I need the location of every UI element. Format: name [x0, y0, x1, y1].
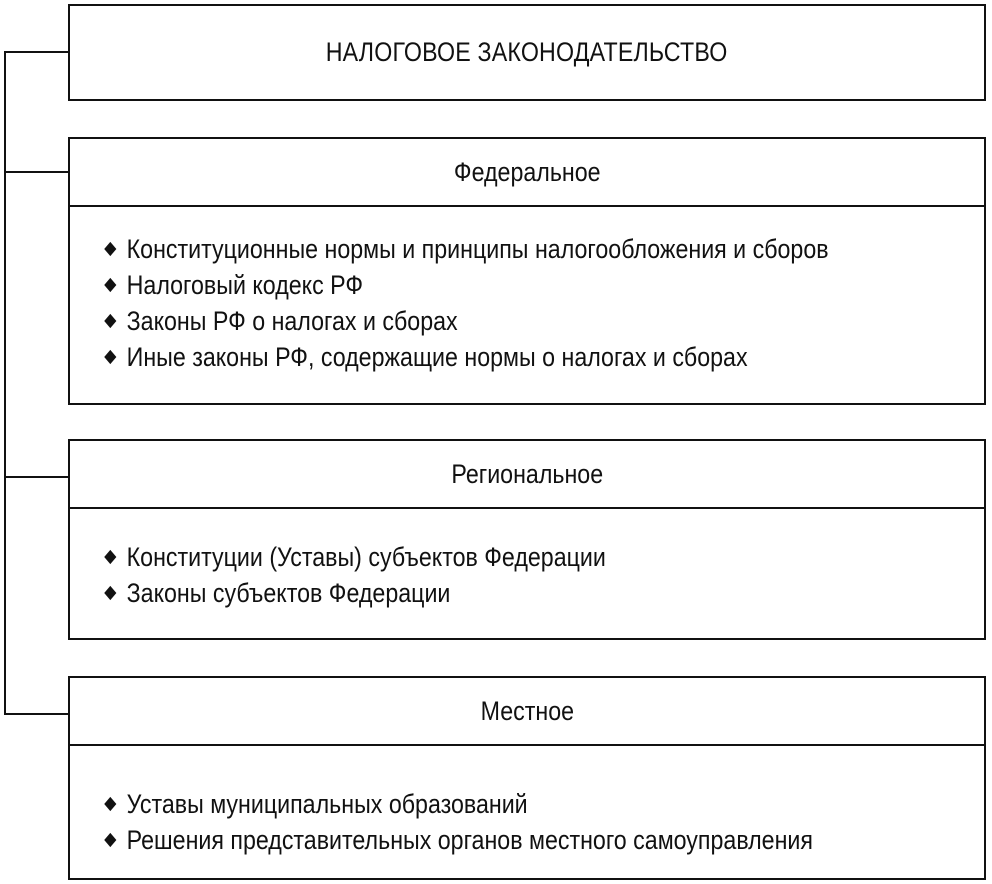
- connector-to-regional: [4, 476, 68, 478]
- list-item: [106, 539, 861, 575]
- local-items-list: [70, 746, 984, 858]
- regional-section-box: [68, 439, 986, 640]
- list-item-text: Законы субъектов Федерации: [126, 578, 451, 608]
- federal-section-box: [68, 137, 986, 405]
- list-item: [106, 231, 861, 267]
- local-section-heading: Местное: [480, 695, 574, 726]
- diamond-bullet-icon: [104, 797, 116, 811]
- list-item-text: Конституции (Уставы) субъектов Федерации: [126, 542, 606, 572]
- connector-to-federal: [4, 171, 68, 173]
- list-item-text: Иные законы РФ, содержащие нормы о налогах и сборах: [126, 342, 748, 372]
- diamond-bullet-icon: [104, 278, 116, 292]
- regional-items-list: [70, 509, 984, 611]
- federal-items-list: [70, 207, 984, 375]
- list-item-text: Уставы муниципальных образований: [126, 789, 528, 819]
- list-item: [106, 339, 861, 375]
- diamond-bullet-icon: [104, 242, 116, 256]
- regional-section-heading: Региональное: [451, 458, 603, 489]
- federal-section-header: [70, 139, 984, 207]
- list-item-text: Налоговый кодекс РФ: [126, 270, 364, 300]
- list-item: [106, 267, 861, 303]
- diamond-bullet-icon: [104, 350, 116, 364]
- regional-section-header: [70, 441, 984, 509]
- connector-to-local: [4, 713, 68, 715]
- diamond-bullet-icon: [104, 314, 116, 328]
- diamond-bullet-icon: [104, 586, 116, 600]
- diamond-bullet-icon: [104, 833, 116, 847]
- connector-vertical-line: [4, 51, 6, 715]
- list-item: [106, 303, 861, 339]
- list-item: [106, 822, 861, 858]
- diagram-title: НАЛОГОВОЕ ЗАКОНОДАТЕЛЬСТВО: [326, 37, 728, 67]
- list-item: [106, 786, 861, 822]
- federal-section-heading: Федеральное: [453, 156, 601, 187]
- list-item-text: Решения представительных органов местного самоуправления: [126, 825, 813, 855]
- connector-to-title: [4, 51, 68, 53]
- local-section-header: [70, 678, 984, 746]
- list-item: [106, 575, 861, 611]
- title-box: [68, 4, 986, 101]
- diamond-bullet-icon: [104, 550, 116, 564]
- list-item-text: Конституционные нормы и принципы налогообложения и сборов: [126, 234, 829, 264]
- local-section-box: [68, 676, 986, 880]
- list-item-text: Законы РФ о налогах и сборах: [126, 306, 458, 336]
